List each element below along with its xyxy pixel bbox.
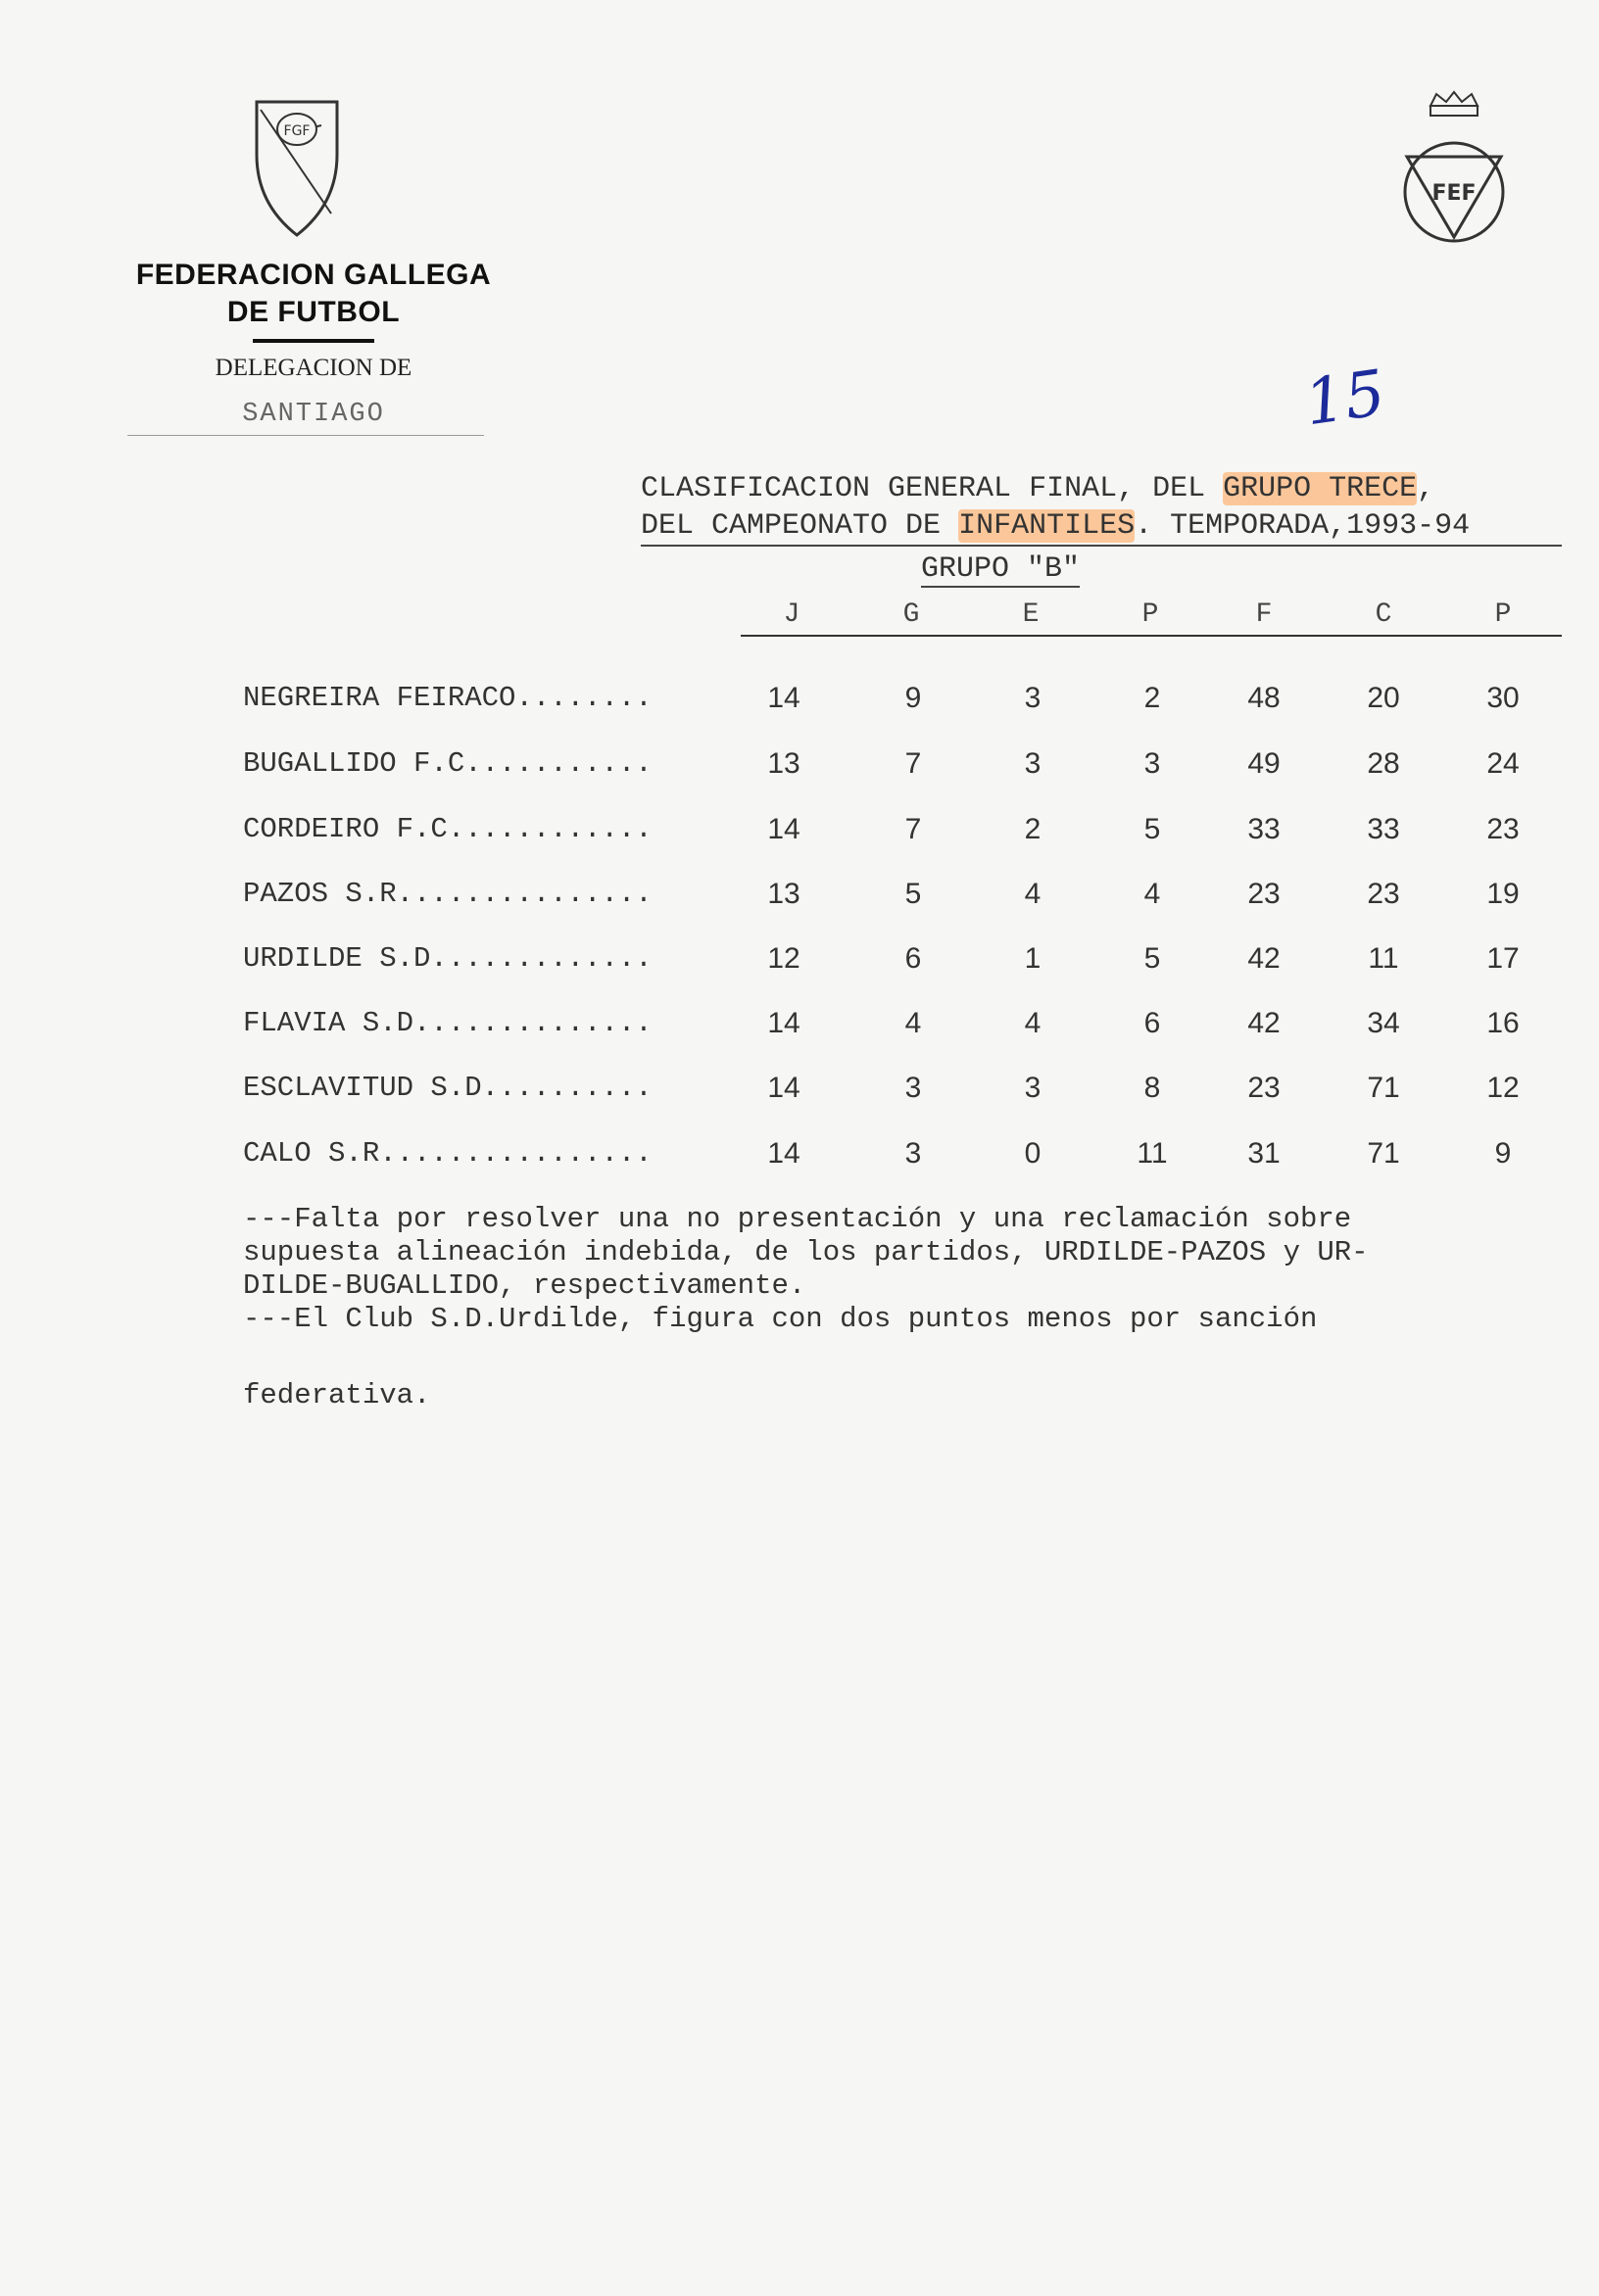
cell-lost: 11 [1137,1137,1168,1170]
cell-drawn: 1 [1024,942,1042,975]
team-name: BUGALLIDO F.C........... [243,747,653,780]
cell-played: 13 [767,878,800,910]
cell-points: 19 [1486,878,1520,910]
team-name: NEGREIRA FEIRACO........ [243,682,653,714]
cell-lost: 4 [1143,878,1161,910]
header-drawn: E [1022,599,1040,630]
cell-goals-for: 23 [1247,878,1281,910]
cell-goals-for: 31 [1247,1137,1281,1170]
cell-goals-against: 23 [1367,878,1400,910]
cell-drawn: 3 [1024,747,1042,780]
cell-won: 3 [904,1137,922,1170]
title-line2-season: . TEMPORADA,1993-94 [1135,509,1471,543]
svg-text:FGF: FGF [283,123,311,139]
table-row [0,942,1599,991]
team-name: CORDEIRO F.C............ [243,813,653,845]
cell-goals-against: 28 [1367,747,1400,780]
title-line1-punct: , [1417,472,1435,505]
note-1-line-2: supuesta alineación indebida, de los partidos, URDILDE-PAZOS y UR- [243,1236,1369,1268]
table-row [0,878,1599,927]
cell-goals-against: 33 [1367,813,1400,845]
svg-text:FEF: FEF [1431,181,1477,206]
cell-won: 4 [904,1007,922,1039]
header-played: J [783,599,800,630]
cell-lost: 6 [1143,1007,1161,1039]
header-goals-for: F [1255,599,1273,630]
handwritten-page-number: 15 [1300,357,1390,441]
document-title [641,470,1562,547]
cell-goals-against: 11 [1368,942,1399,975]
header-goals-against: C [1375,599,1392,630]
fgf-crest-logo [253,96,341,239]
cell-goals-for: 23 [1247,1072,1281,1104]
cell-played: 14 [767,1072,800,1104]
cell-drawn: 3 [1024,1072,1042,1104]
cell-points: 30 [1486,682,1520,714]
delegacion-city: SANTIAGO [242,400,385,429]
table-row [0,813,1599,862]
highlight-infantiles: INFANTILES [958,509,1136,543]
title-line-1 [641,470,1562,507]
federation-name-line2: DE FUTBOL [226,296,401,328]
header-lost: P [1141,599,1159,630]
cell-drawn: 4 [1024,1007,1042,1039]
highlight-grupo-trece: GRUPO TRECE [1223,472,1418,505]
cell-won: 9 [904,682,922,714]
group-label: GRUPO "B" [921,552,1081,586]
cell-lost: 2 [1143,682,1161,714]
cell-won: 7 [904,747,922,780]
cell-points: 23 [1486,813,1520,845]
cell-won: 7 [904,813,922,845]
cell-goals-for: 48 [1247,682,1281,714]
federation-divider [253,339,374,343]
note-2-line-1: ---El Club S.D.Urdilde, figura con dos puntos menos por sanción [243,1303,1318,1335]
note-1-line-1: ---Falta por resolver una no presentación y una reclamación sobre [243,1203,1352,1235]
cell-points: 17 [1486,942,1520,975]
city-underline [127,435,484,436]
cell-lost: 5 [1143,813,1161,845]
cell-played: 14 [767,813,800,845]
table-row [0,1007,1599,1056]
rfef-crest-logo [1397,90,1511,286]
standings-header [741,599,1562,637]
cell-drawn: 4 [1024,878,1042,910]
cell-drawn: 0 [1024,1137,1042,1170]
cell-played: 14 [767,682,800,714]
cell-won: 3 [904,1072,922,1104]
cell-won: 5 [904,878,922,910]
cell-played: 14 [767,1007,800,1039]
title-line1-text: CLASIFICACION GENERAL FINAL, DEL [641,472,1224,505]
cell-points: 12 [1486,1072,1520,1104]
cell-points: 16 [1486,1007,1520,1039]
cell-played: 13 [767,747,800,780]
header-points: P [1494,599,1512,630]
delegacion-label: DELEGACION DE [215,355,412,381]
cell-points: 9 [1494,1137,1512,1170]
cell-played: 12 [767,942,800,975]
cell-goals-for: 42 [1247,942,1281,975]
cell-lost: 5 [1143,942,1161,975]
cell-goals-against: 20 [1367,682,1400,714]
cell-goals-for: 33 [1247,813,1281,845]
note-2-line-2: federativa. [243,1379,431,1411]
table-row [0,1137,1599,1186]
federation-name [78,257,549,331]
cell-drawn: 2 [1024,813,1042,845]
team-name: CALO S.R................ [243,1137,653,1170]
table-row [0,747,1599,796]
table-row [0,682,1599,731]
cell-goals-against: 34 [1367,1007,1400,1039]
team-name: ESCLAVITUD S.D.......... [243,1072,653,1104]
cell-points: 24 [1486,747,1520,780]
team-name: FLAVIA S.D.............. [243,1007,653,1039]
team-name: PAZOS S.R............... [243,878,653,910]
header-won: G [902,599,920,630]
cell-goals-against: 71 [1367,1137,1400,1170]
cell-goals-against: 71 [1367,1072,1400,1104]
cell-goals-for: 42 [1247,1007,1281,1039]
table-row [0,1072,1599,1121]
cell-lost: 3 [1143,747,1161,780]
cell-drawn: 3 [1024,682,1042,714]
footnotes [243,1203,1575,1412]
title-line2-text: DEL CAMPEONATO DE [641,509,959,543]
team-name: URDILDE S.D............. [243,942,653,975]
note-1-line-3: DILDE-BUGALLIDO, respectivamente. [243,1269,806,1302]
title-line-2 [641,507,1562,547]
federation-name-line1: FEDERACION GALLEGA [135,259,492,291]
cell-goals-for: 49 [1247,747,1281,780]
cell-played: 14 [767,1137,800,1170]
cell-won: 6 [904,942,922,975]
cell-lost: 8 [1143,1072,1161,1104]
